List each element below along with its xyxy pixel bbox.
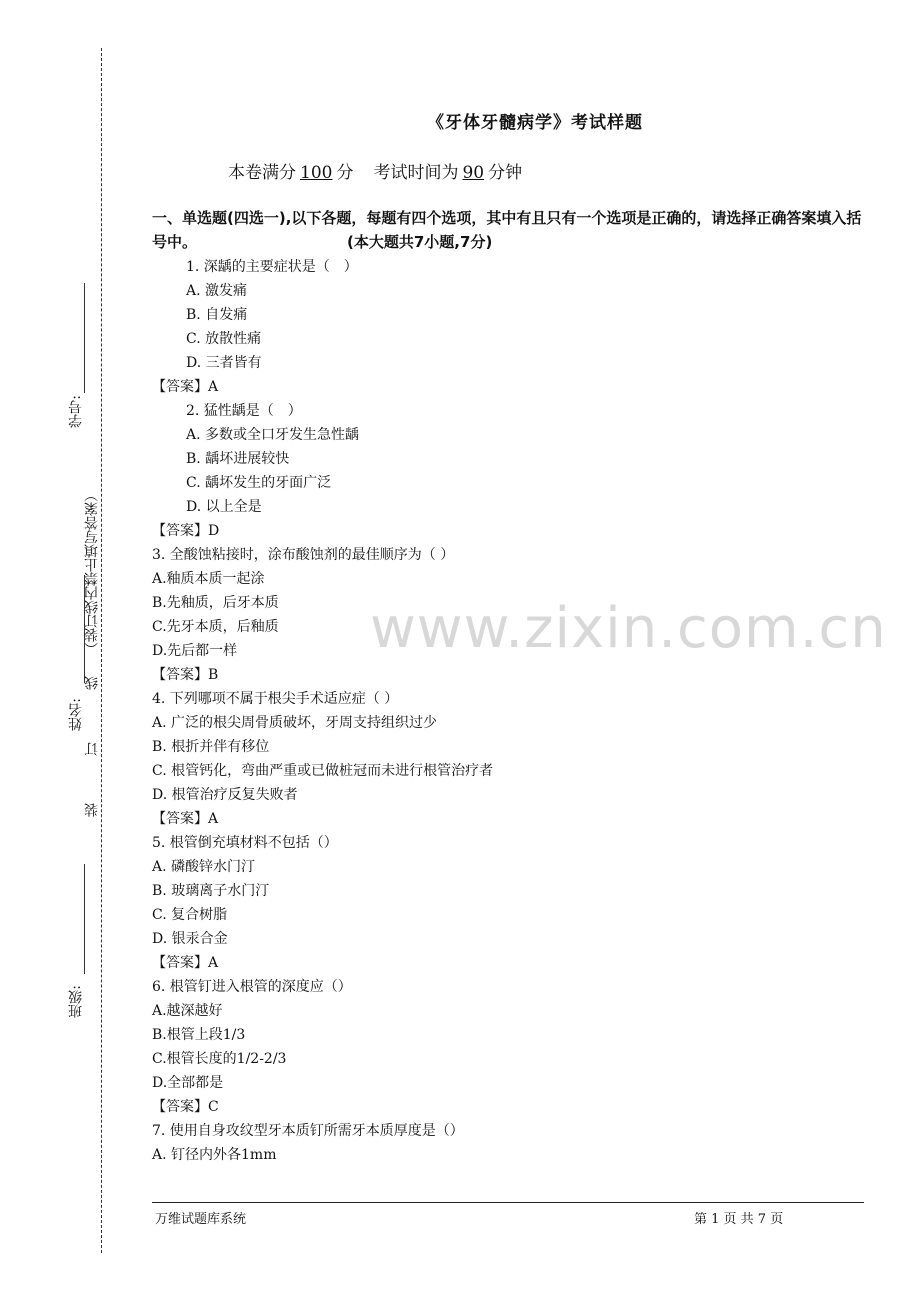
option-line: C. 龋坏发生的牙面广泛 xyxy=(186,475,332,491)
option-line: D.全部都是 xyxy=(152,1075,224,1091)
footer-page-info: 第 1 页 共 7 页 xyxy=(694,1212,784,1227)
option-line: C. 根管钙化，弯曲严重或已做桩冠而未进行根管治疗者 xyxy=(152,763,494,779)
full-score-value: 100 xyxy=(300,163,333,183)
section-heading xyxy=(152,206,868,254)
question-line: 4. 下列哪项不属于根尖手术适应症（ ） xyxy=(152,691,399,707)
option-line: A. 钉径内外各1mm xyxy=(152,1147,277,1163)
option-line: D. 银汞合金 xyxy=(152,931,228,947)
section-instructions: 一、单选题(四选一),以下各题，每题有四个选项，其中有且只有一个选项是正确的，请选择正确答案填入括号中。 xyxy=(152,209,862,251)
class-fill-line xyxy=(84,864,85,974)
time-value: 90 xyxy=(462,163,485,183)
option-line: D. 以上全是 xyxy=(186,499,262,515)
option-line: D. 根管治疗反复失败者 xyxy=(152,787,298,803)
option-line: A. 激发痛 xyxy=(186,283,248,299)
name-fill-line xyxy=(84,575,85,683)
option-line: A.釉质本质一起涂 xyxy=(152,571,265,587)
binding-notice: （装订线内禁止填写答案） xyxy=(84,488,100,656)
name-label: 姓名: xyxy=(68,698,84,731)
answer-line: 【答案】D xyxy=(152,523,220,539)
binding-dashed-line xyxy=(101,48,102,1253)
option-line: D. 三者皆有 xyxy=(186,355,262,371)
binding-char-ding: 订 xyxy=(84,742,100,756)
full-score-prefix: 本卷满分 xyxy=(228,163,296,183)
class-label: 班级: xyxy=(68,985,84,1018)
question-line: 1. 深龋的主要症状是（ ） xyxy=(186,259,358,275)
binding-char-zhuang: 装 xyxy=(84,803,100,817)
student-id-fill-line xyxy=(84,283,85,393)
option-line: B. 玻璃离子水门汀 xyxy=(152,883,270,899)
option-line: A. 广泛的根尖周骨质破坏，牙周支持组织过少 xyxy=(152,715,438,731)
option-line: D.先后都一样 xyxy=(152,643,238,659)
question-line: 6. 根管钉进入根管的深度应（） xyxy=(152,979,352,995)
watermark: www.zixin.com.cn xyxy=(370,596,887,661)
answer-line: 【答案】A xyxy=(152,955,219,971)
answer-line: 【答案】A xyxy=(152,811,219,827)
option-line: C.根管长度的1/2-2/3 xyxy=(152,1051,287,1067)
option-line: A.越深越好 xyxy=(152,1003,223,1019)
exam-title: 《牙体牙髓病学》考试样题 xyxy=(427,113,643,133)
option-line: C.先牙本质，后釉质 xyxy=(152,619,279,635)
footer-rule xyxy=(152,1202,864,1203)
full-score-suffix: 分 xyxy=(336,163,354,183)
question-line: 3. 全酸蚀粘接时，涂布酸蚀剂的最佳顺序为（ ） xyxy=(152,547,455,563)
exam-info xyxy=(228,158,522,183)
binding-char-line: 线 xyxy=(84,676,100,690)
option-line: A. 磷酸锌水门汀 xyxy=(152,859,256,875)
section-score: (本大题共7小题,7分) xyxy=(347,233,493,251)
footer-system-name: 万维试题库系统 xyxy=(155,1212,247,1227)
question-line: 7. 使用自身攻纹型牙本质钉所需牙本质厚度是（） xyxy=(152,1123,464,1139)
answer-line: 【答案】C xyxy=(152,1099,219,1115)
option-line: B. 自发痛 xyxy=(186,307,248,323)
option-line: B. 龋坏进展较快 xyxy=(186,451,290,467)
option-line: B. 根折并伴有移位 xyxy=(152,739,270,755)
option-line: B.先釉质，后牙本质 xyxy=(152,595,279,611)
answer-line: 【答案】A xyxy=(152,379,219,395)
time-suffix: 分钟 xyxy=(488,163,523,183)
option-line: A. 多数或全口牙发生急性龋 xyxy=(186,427,360,443)
option-line: C. 复合树脂 xyxy=(152,907,228,923)
question-line: 2. 猛性龋是（ ） xyxy=(186,403,302,419)
question-line: 5. 根管倒充填材料不包括（） xyxy=(152,835,338,851)
option-line: B.根管上段1/3 xyxy=(152,1027,246,1043)
answer-line: 【答案】B xyxy=(152,667,219,683)
student-id-label: 学号: xyxy=(68,395,84,428)
time-prefix: 考试时间为 xyxy=(373,163,459,183)
option-line: C. 放散性痛 xyxy=(186,331,262,347)
